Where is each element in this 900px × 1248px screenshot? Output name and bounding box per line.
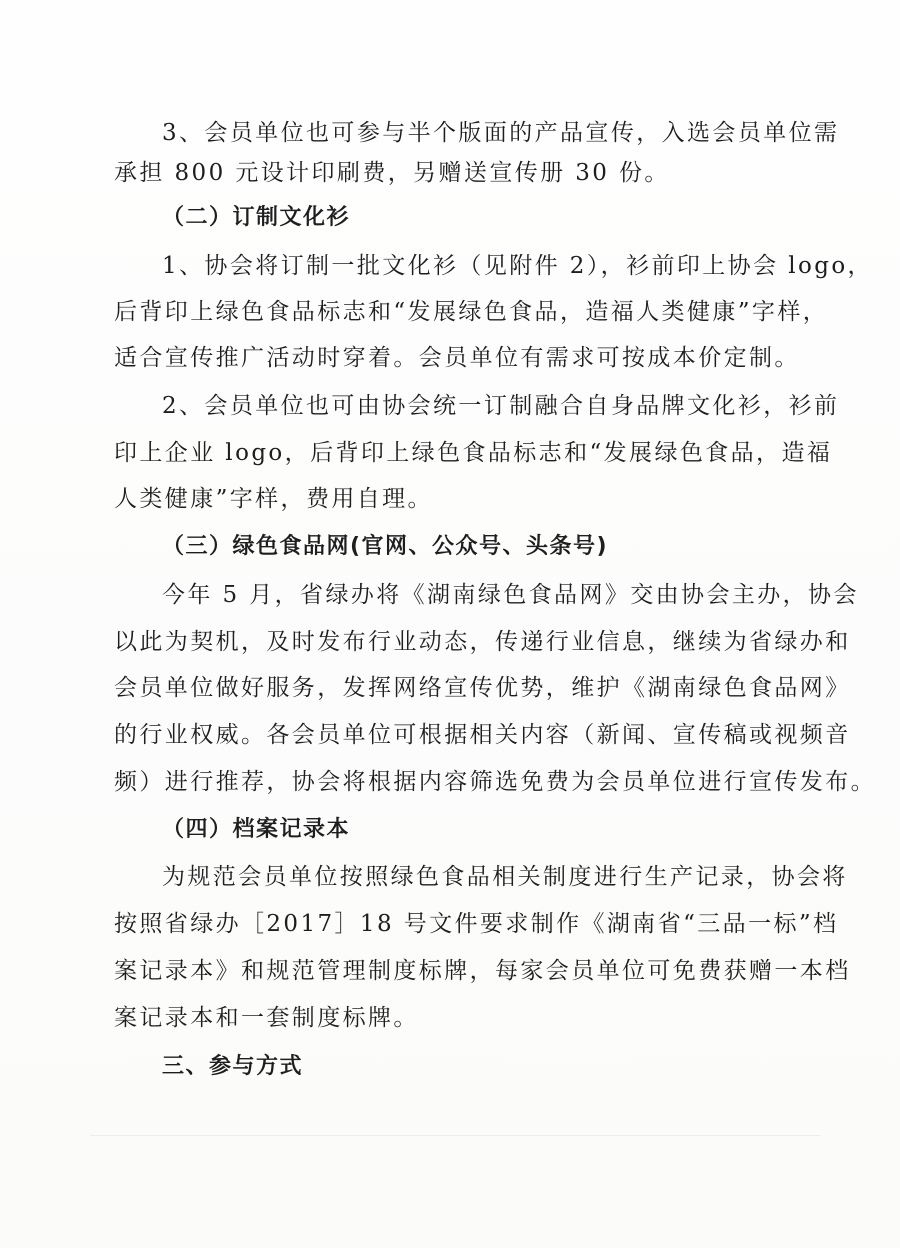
section-4-para-1-line-1: 为规范会员单位按照绿色食品相关制度进行生产记录，协会将	[162, 864, 848, 890]
section-3-para-1-line-5: 频）进行推荐，协会将根据内容筛选免费为会员单位进行宣传发布。	[114, 769, 876, 795]
section-3-para-1-line-3: 会员单位做好服务，发挥网络宣传优势，维护《湖南绿色食品网》	[114, 675, 851, 701]
part-3-heading: 三、参与方式	[162, 1054, 304, 1079]
section-2-para-1-line-2: 后背印上绿色食品标志和“发展绿色食品，造福人类健康”字样，	[114, 299, 829, 325]
section-2-para-2-line-3: 人类健康”字样，费用自理。	[114, 486, 433, 512]
section-4-para-1-line-2: 按照省绿办［2017］18 号文件要求制作《湖南省“三品一标”档	[114, 911, 839, 937]
section-2-para-2-line-1: 2、会员单位也可由协会统一订制融合自身品牌文化衫，衫前	[162, 393, 840, 419]
section-3-para-1-line-1: 今年 5 月，省绿办将《湖南绿色食品网》交由协会主办，协会	[162, 582, 859, 608]
section-2-para-1-line-1: 1、协会将订制一批文化衫（见附件 2），衫前印上协会 logo，	[162, 253, 873, 279]
section-3-para-1-line-4: 的行业权威。各会员单位可根据相关内容（新闻、宣传稿或视频音	[114, 722, 851, 748]
section-4-para-1-line-3: 案记录本》和规范管理制度标牌，每家会员单位可免费获赠一本档	[114, 958, 851, 984]
para3-line-1: 3、会员单位也可参与半个版面的产品宣传，入选会员单位需	[162, 120, 840, 146]
section-3-heading: （三）绿色食品网(官网、公众号、头条号)	[162, 534, 609, 559]
section-4-heading: （四）档案记录本	[162, 817, 351, 842]
section-2-para-2-line-2: 印上企业 logo，后背印上绿色食品标志和“发展绿色食品，造福	[114, 440, 833, 466]
faint-bottom-rule	[90, 1135, 820, 1136]
section-4-para-1-line-4: 案记录本和一套制度标牌。	[114, 1005, 419, 1031]
para3-line-2: 承担 800 元设计印刷费，另赠送宣传册 30 份。	[114, 160, 670, 186]
section-2-heading: （二）订制文化衫	[162, 205, 351, 230]
section-2-para-1-line-3: 适合宣传推广活动时穿着。会员单位有需求可按成本价定制。	[114, 345, 800, 371]
section-3-para-1-line-2: 以此为契机，及时发布行业动态，传递行业信息，继续为省绿办和	[114, 629, 851, 655]
